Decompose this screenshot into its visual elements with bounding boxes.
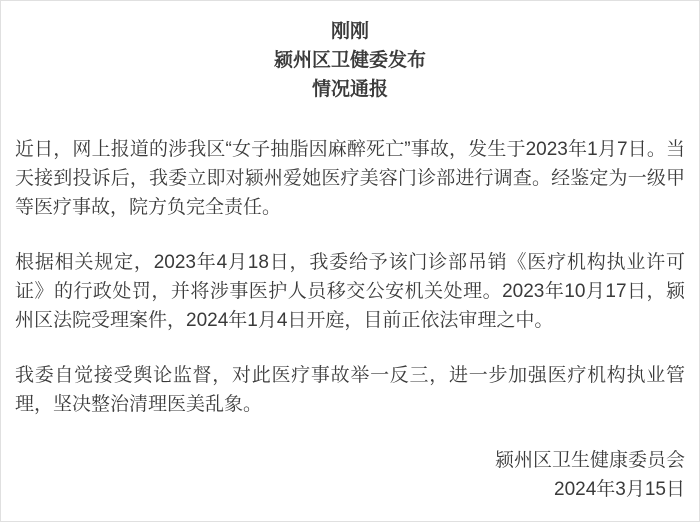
paragraph-punishment: 根据相关规定，2023年4月18日，我委给予该门诊部吊销《医疗机构执业许可证》的行政处罚，并将涉事医护人员移交公安机关处理。2023年10月17日，颍州区法院受理案件，2024年1月4日开庭，目前正依法审理之中。 <box>15 252 685 331</box>
signature-org: 颍州区卫生健康委员会 <box>494 450 685 471</box>
paragraph-commitment: 我委自觉接受舆论监督，对此医疗事故举一反三，进一步加强医疗机构执业管理，坚决整治清理医美乱象。 <box>15 365 685 415</box>
header-line-issuer: 颍州区卫健委发布 <box>273 50 426 71</box>
header-line-timing: 刚刚 <box>330 21 369 42</box>
signature-date: 2024年3月15日 <box>554 479 685 500</box>
header-line-title: 情况通报 <box>311 79 388 100</box>
signature-block <box>1 446 699 504</box>
notice-header <box>1 1 699 104</box>
paragraph-incident: 近日，网上报道的涉我区“女子抽脂因麻醉死亡”事故，发生于2023年1月7日。当天接到投诉后，我委立即对颍州爱她医疗美容门诊部进行调查。经鉴定为一级甲等医疗事故，院方负完全责任。 <box>15 139 685 218</box>
